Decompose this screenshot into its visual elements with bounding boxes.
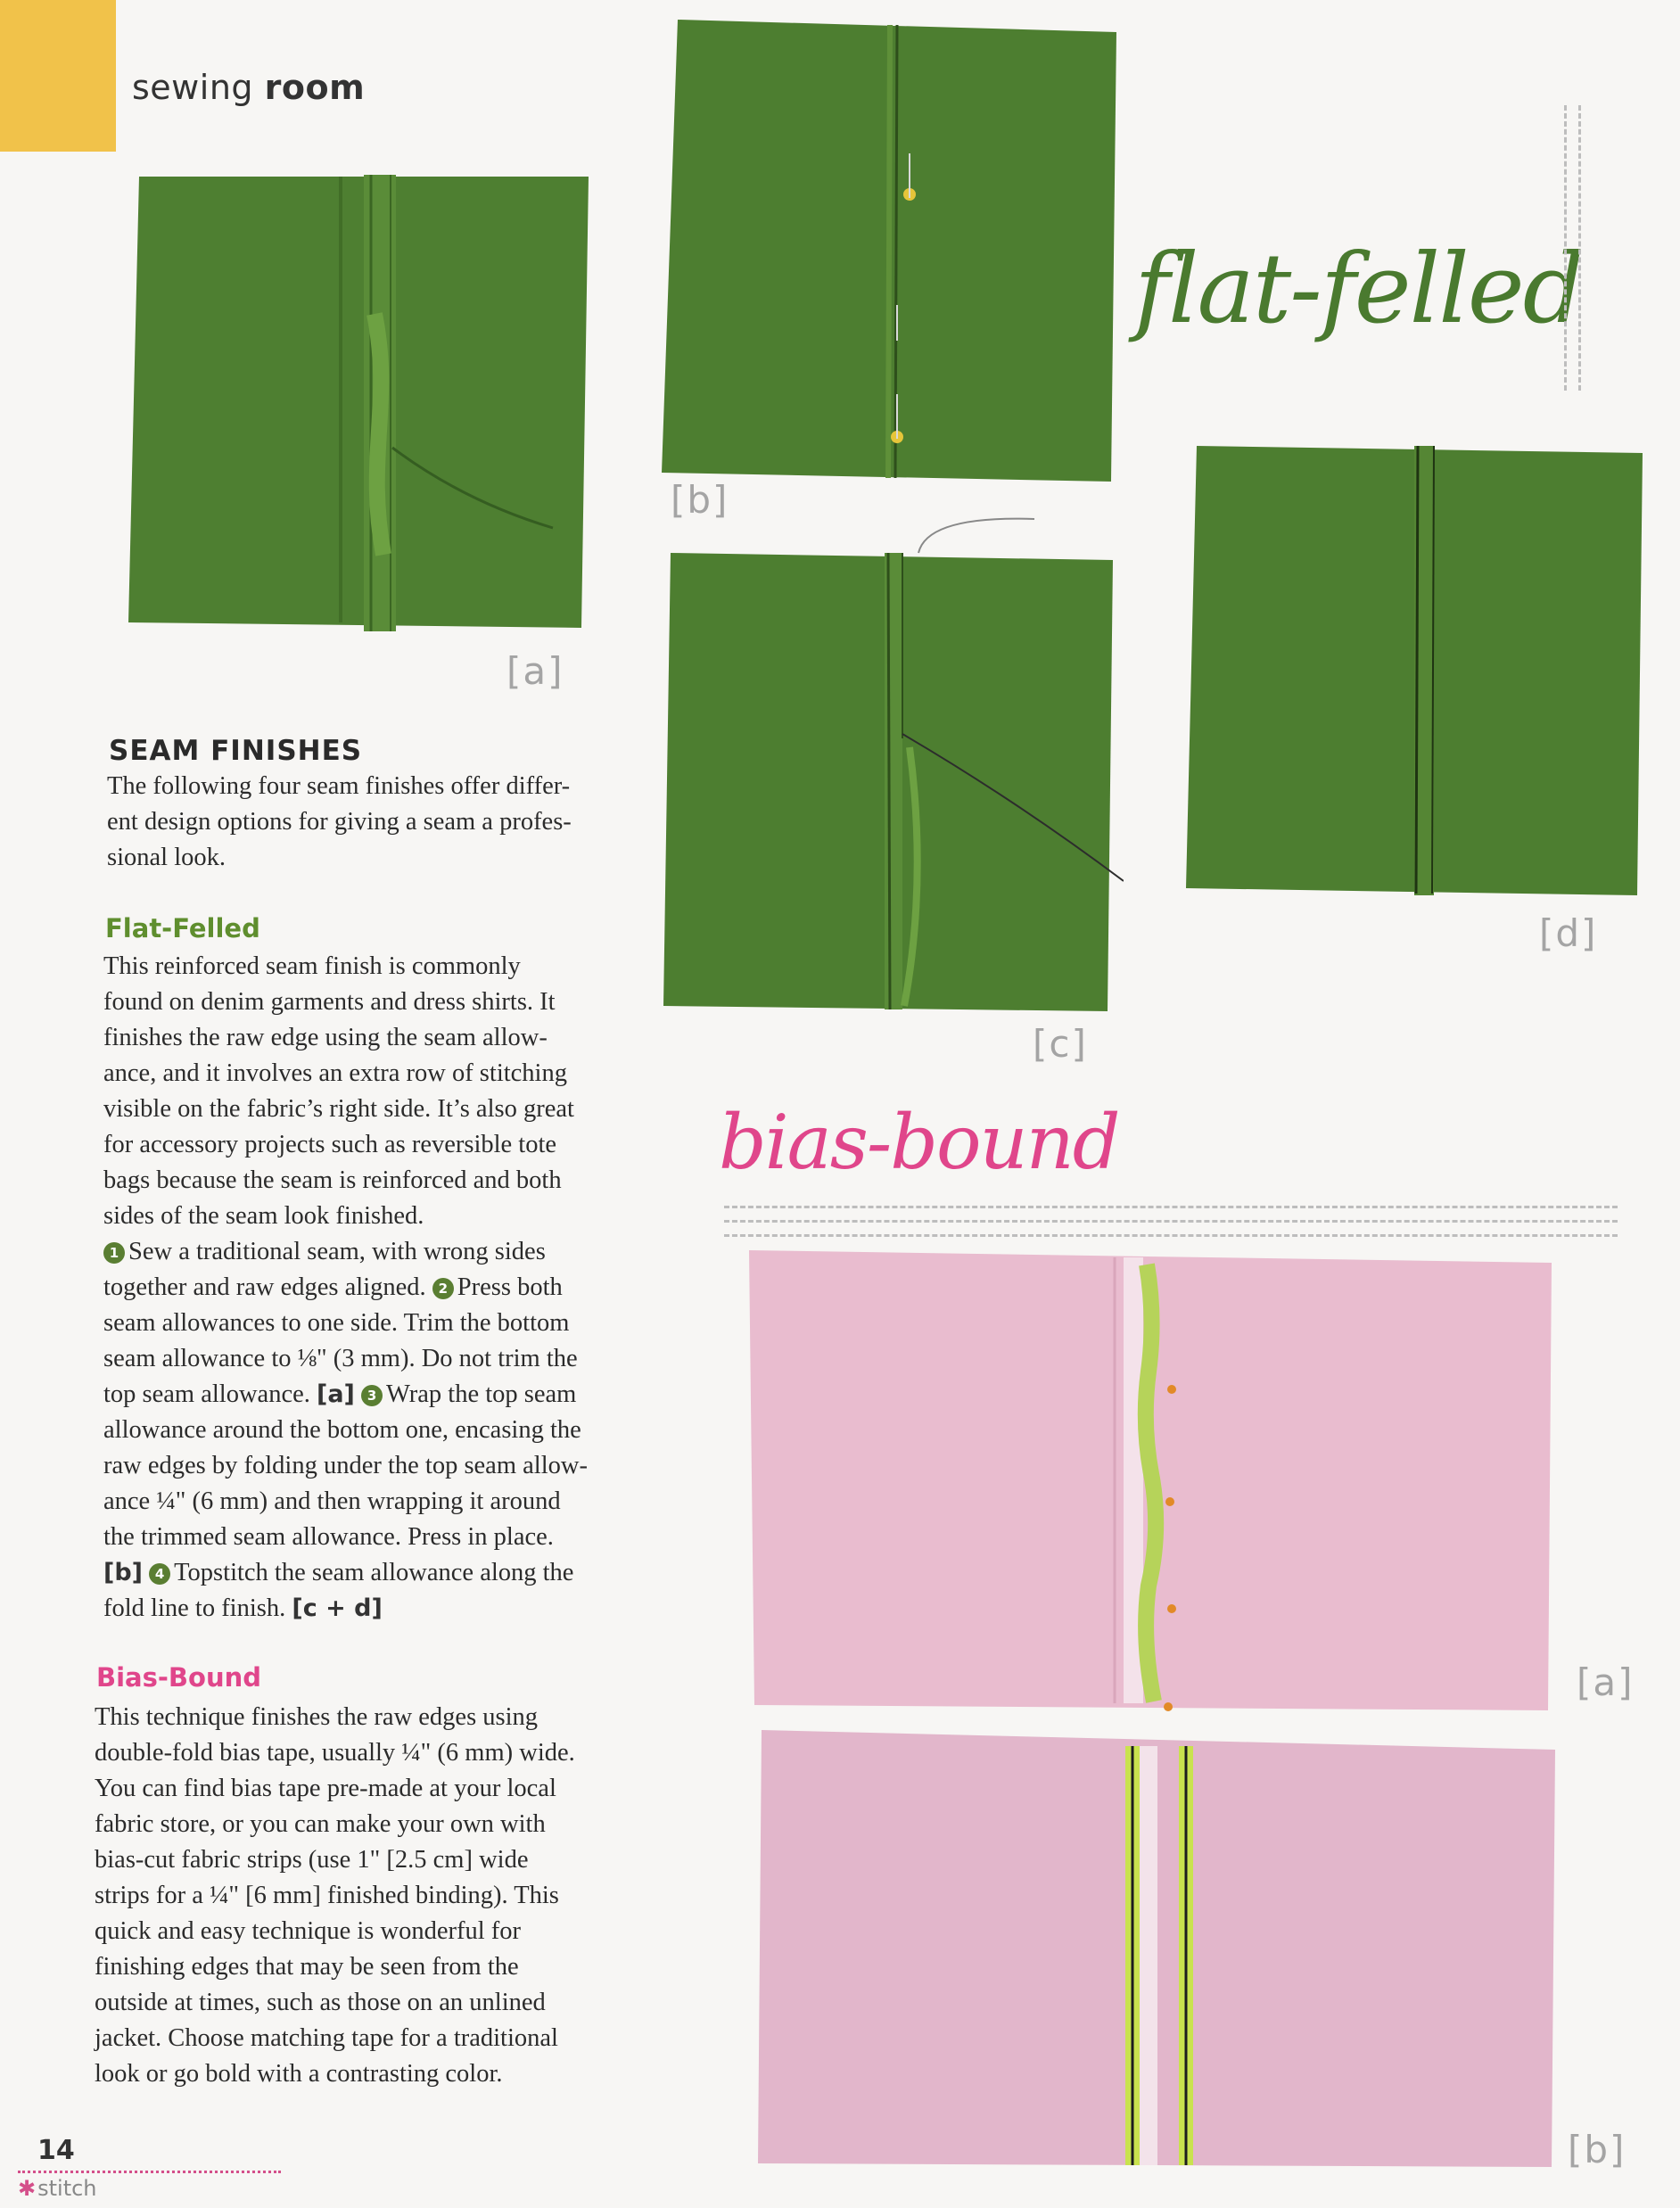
step-text: Topstitch the seam allowance along the [174,1559,574,1586]
step-number-icon: 4 [149,1563,170,1585]
paragraph-line: jacket. Choose matching tape for a traditional [95,2024,558,2052]
heading-bias-bound: Bias-Bound [96,1662,261,1693]
photo-bias-bound-b [754,1730,1557,2167]
divider-horizontal-1 [724,1206,1618,1208]
figure-ref: [b] [103,1559,144,1586]
magazine-name: stitch [37,2176,97,2201]
heading-seam-finishes: SEAM FINISHES [109,735,363,767]
step-text: Press both [457,1273,563,1301]
divider-horizontal-2 [724,1220,1618,1223]
caption-ff-b: [b] [671,478,729,522]
paragraph-line: found on denim garments and dress shirts. It [103,988,556,1016]
paragraph-line: sides of the seam look finished. [103,1202,424,1230]
paragraph-line: You can find bias tape pre-made at your local [95,1775,556,1802]
step-number-icon: 3 [361,1385,383,1406]
star-icon: ✱ [18,2176,37,2201]
paragraph-line: finishes the raw edge using the seam allow- [103,1024,548,1051]
caption-bb-a: [a] [1577,1660,1635,1704]
step-number-icon: 1 [103,1242,125,1264]
divider-horizontal-3 [724,1234,1618,1237]
bias-bound-paragraph [95,1700,630,2092]
paragraph-line: bags because the seam is reinforced and both [103,1166,562,1194]
step-text: Wrap the top seam [386,1380,577,1408]
intro-line: The following four seam finishes offer differ- [107,772,571,800]
paragraph-line: look or go bold with a contrasting color. [95,2060,503,2088]
footer-magazine-name [18,2176,97,2201]
paragraph-line: outside at times, such as those on an unlined [95,1989,546,2016]
heading-flat-felled: Flat-Felled [105,913,260,943]
figure-ref: [a] [317,1380,355,1408]
paragraph-line: quick and easy technique is wonderful for [95,1917,522,1945]
step-text: together and raw edges aligned. [103,1273,426,1301]
step-text: Sew a traditional seam, with wrong sides [128,1238,546,1265]
photo-flat-felled-b [660,20,1124,483]
title-bias-bound: bias-bound [719,1099,1119,1186]
steps-line-7: raw edges by folding under the top seam allow- [103,1452,588,1479]
caption-bb-b: [b] [1568,2128,1626,2171]
steps-line-1 [103,1234,638,1270]
section-header-bold: room [264,68,366,107]
flat-felled-paragraph [103,949,638,1627]
step-text: fold line to finish. [103,1594,286,1622]
steps-line-3: seam allowances to one side. Trim the bottom [103,1309,570,1337]
title-flat-felled: flat-felled [1134,234,1583,345]
paragraph-line: bias-cut fabric strips (use 1" [2.5 cm] wide [95,1846,529,1874]
paragraph-line: visible on the fabric’s right side. It’s also great [103,1095,574,1123]
photo-flat-felled-d [1181,442,1648,906]
steps-line-6: allowance around the bottom one, encasing the [103,1416,581,1444]
photo-bias-bound-a [745,1247,1553,1716]
intro-line: ent design options for giving a seam a profes- [107,808,572,836]
steps-line-8: ance ¼" (6 mm) and then wrapping it around [103,1487,561,1515]
caption-ff-d: [d] [1539,911,1598,955]
section-header-light: sewing [132,68,254,107]
steps-line-10 [103,1555,638,1591]
figure-ref: [c + d] [292,1594,383,1622]
intro-paragraph [107,769,642,876]
steps-line-5 [103,1377,638,1413]
step-number-icon: 2 [432,1278,454,1299]
paragraph-line: double-fold bias tape, usually ¼" (6 mm) wide. [95,1739,575,1767]
paragraph-line: ance, and it involves an extra row of stitching [103,1059,567,1087]
paragraph-line: This technique finishes the raw edges using [95,1703,539,1731]
photo-flat-felled-a [125,171,597,635]
section-header [132,68,365,107]
footer-divider [18,2171,281,2173]
intro-line: sional look. [107,844,226,871]
steps-line-11 [103,1591,638,1627]
steps-line-4: seam allowance to ⅛" (3 mm). Do not trim the [103,1345,578,1372]
corner-color-block [0,0,116,152]
steps-line-9: the trimmed seam allowance. Press in place. [103,1523,554,1551]
paragraph-line: This reinforced seam finish is commonly [103,952,521,980]
steps-line-2 [103,1270,638,1306]
divider-vertical-2 [1578,105,1581,391]
page-number: 14 [37,2135,75,2166]
caption-ff-c: [c] [1033,1022,1088,1066]
paragraph-line: fabric store, or you can make your own with [95,1810,546,1838]
paragraph-line: strips for a ¼" [6 mm] finished binding). This [95,1882,559,1909]
paragraph-line: for accessory projects such as reversible tote [103,1131,557,1158]
step-text: top seam allowance. [103,1380,310,1408]
photo-flat-felled-c [660,507,1124,1013]
paragraph-line: finishing edges that may be seen from the [95,1953,519,1981]
divider-vertical-1 [1564,105,1567,391]
caption-ff-a: [a] [506,649,564,693]
